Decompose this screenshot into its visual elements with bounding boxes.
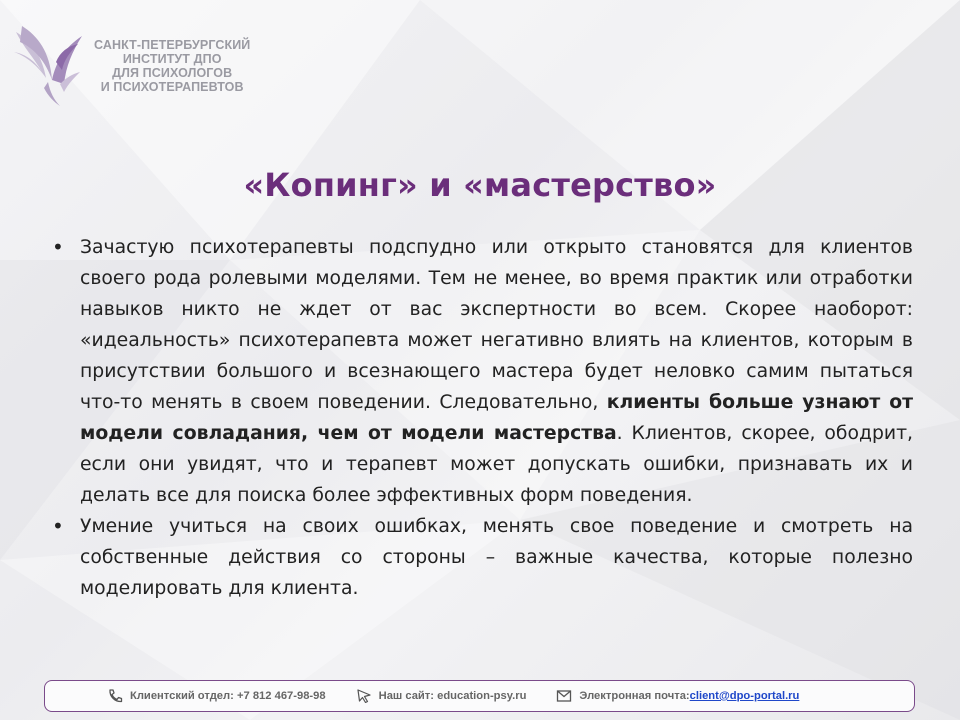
bullet-item [52,511,916,604]
bullet-1-text: Зачастую психотерапевты подспудно или открыто становятся для клиентов своего рода ролевыми моделями. Тем не менее, во время практик или отработки навыков никто не ждет от вас экспертности во всем. Скорее наоборот: «идеальность» психотерапевта может негативно влиять на клиентов, которым в присутствии большого и всезнающего мастера будет неловко самим пытаться что-то менять в своем поведении. Следовательно, [80,237,913,413]
bullet-text [80,232,913,511]
cursor-icon [356,689,372,703]
footer-email-label: Электронная почта: [579,690,690,702]
logo-line-1: САНКТ-ПЕТЕРБУРГСКИЙ [94,38,251,52]
footer-site-text: Наш сайт: education-psy.ru [378,690,527,702]
footer-phone [107,689,326,703]
logo-line-4: И ПСИХОТЕРАПЕВТОВ [100,80,244,94]
phone-icon [107,689,123,703]
logo-line-2: ИНСТИТУТ ДПО [122,52,222,66]
footer-site[interactable] [356,689,527,703]
footer-phone-text: Клиентский отдел: +7 812 467-98-98 [130,690,326,702]
owl-wings-logo-icon [12,22,88,108]
bullet-1-text-end: . Клиентов, скорее, ободрит, если они увидят, что и терапевт может допускать ошибки, признавать их и делать все для поиска более эффективных форм поведения. [80,423,913,506]
bullet-marker: • [52,235,64,259]
bullet-2-text: Умение учиться на своих ошибках, менять свое поведение и смотреть на собственные действия со стороны – важные качества, которые полезно моделировать для клиента. [80,516,913,599]
bullet-item [52,232,916,511]
bullet-list [52,232,916,604]
bullet-marker: • [52,514,64,538]
email-link[interactable]: client@dpo-portal.ru [689,690,800,702]
bullet-1-bold-text: клиенты больше узнают от модели совладания, чем от модели мастерства [80,392,913,444]
institute-logo [12,22,250,108]
envelope-icon [556,689,572,703]
logo-text [94,38,250,94]
contact-footer [44,680,915,712]
logo-line-3: ДЛЯ ПСИХОЛОГОВ [112,66,233,80]
slide-title: «Копинг» и «мастерство» [243,166,717,204]
footer-email [556,689,799,703]
